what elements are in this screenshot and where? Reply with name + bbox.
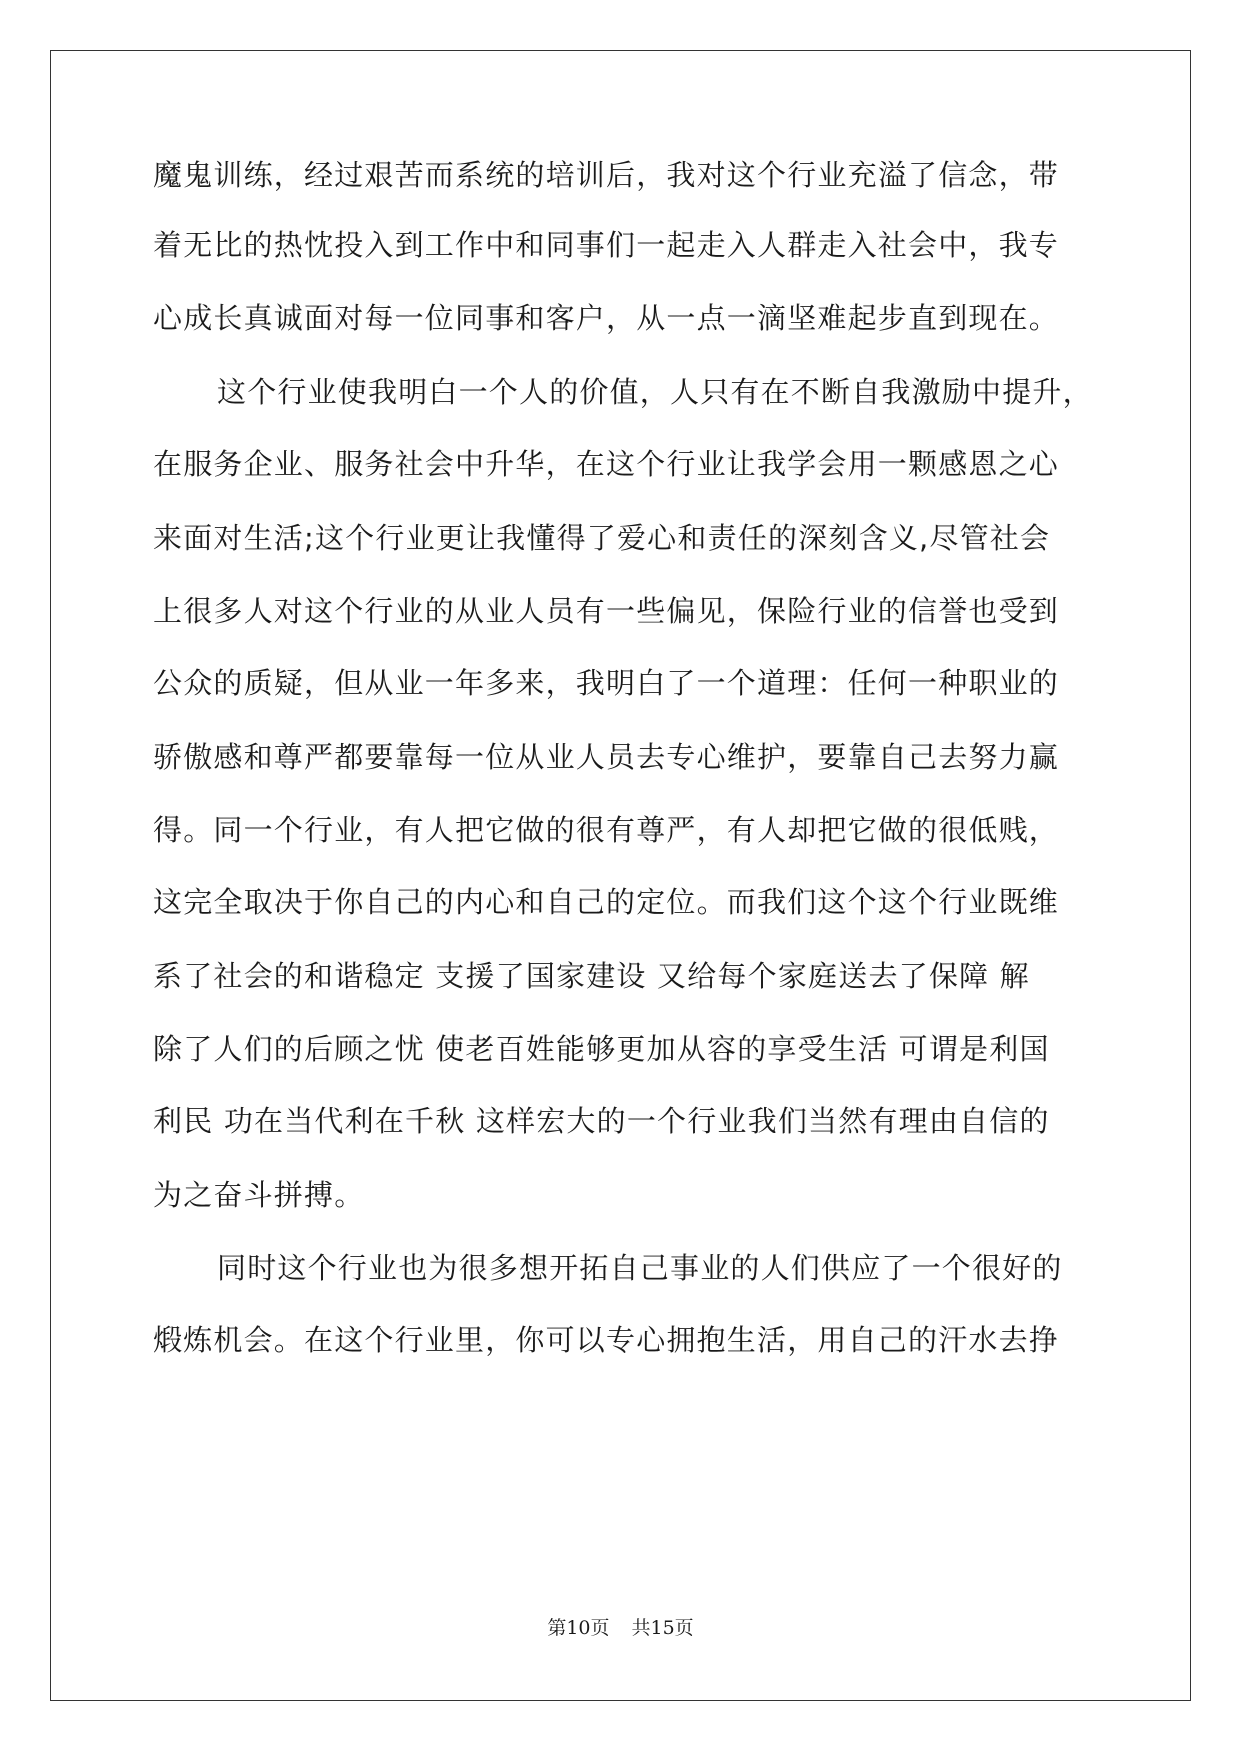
text-line-indented: 这个行业使我明白一个人的价值，人只有在不断自我激励中提升， bbox=[217, 375, 1093, 409]
text-line: 得。同一个行业，有人把它做的很有尊严，有人却把它做的很低贱， bbox=[153, 813, 1060, 847]
text-line: 除了人们的后顾之忧 使老百姓能够更加从容的享受生活 可谓是利国 bbox=[153, 1032, 1050, 1066]
text-line: 在服务企业、服务社会中升华，在这个行业让我学会用一颗感恩之心 bbox=[153, 447, 1060, 481]
page-number-total: 共15页 bbox=[631, 1617, 694, 1639]
text-line: 骄傲感和尊严都要靠每一位从业人员去专心维护，要靠自己去努力赢 bbox=[153, 740, 1060, 774]
page-number-current: 第10页 bbox=[547, 1617, 610, 1639]
text-line: 上很多人对这个行业的从业人员有一些偏见，保险行业的信誉也受到 bbox=[153, 594, 1060, 628]
page-footer bbox=[0, 1616, 1241, 1640]
text-line: 公众的质疑，但从业一年多来，我明白了一个道理：任何一种职业的 bbox=[153, 666, 1060, 700]
text-line: 心成长真诚面对每一位同事和客户，从一点一滴坚难起步直到现在。 bbox=[153, 301, 1060, 335]
text-line: 这完全取决于你自己的内心和自己的定位。而我们这个这个行业既维 bbox=[153, 885, 1060, 919]
text-line-indented: 同时这个行业也为很多想开拓自己事业的人们供应了一个很好的 bbox=[217, 1251, 1063, 1285]
text-line: 利民 功在当代利在千秋 这样宏大的一个行业我们当然有理由自信的 bbox=[153, 1104, 1050, 1138]
text-line: 为之奋斗拼搏。 bbox=[153, 1178, 365, 1212]
text-line: 煅炼机会。在这个行业里，你可以专心拥抱生活，用自己的汗水去挣 bbox=[153, 1323, 1060, 1357]
page-border bbox=[50, 50, 1191, 1701]
text-line: 系了社会的和谐稳定 支援了国家建设 又给每个家庭送去了保障 解 bbox=[153, 959, 1030, 993]
text-line: 来面对生活;这个行业更让我懂得了爱心和责任的深刻含义,尽管社会 bbox=[153, 521, 1051, 555]
text-line: 着无比的热忱投入到工作中和同事们一起走入人群走入社会中，我专 bbox=[153, 228, 1060, 262]
text-line: 魔鬼训练，经过艰苦而系统的培训后，我对这个行业充溢了信念，带 bbox=[153, 158, 1060, 192]
